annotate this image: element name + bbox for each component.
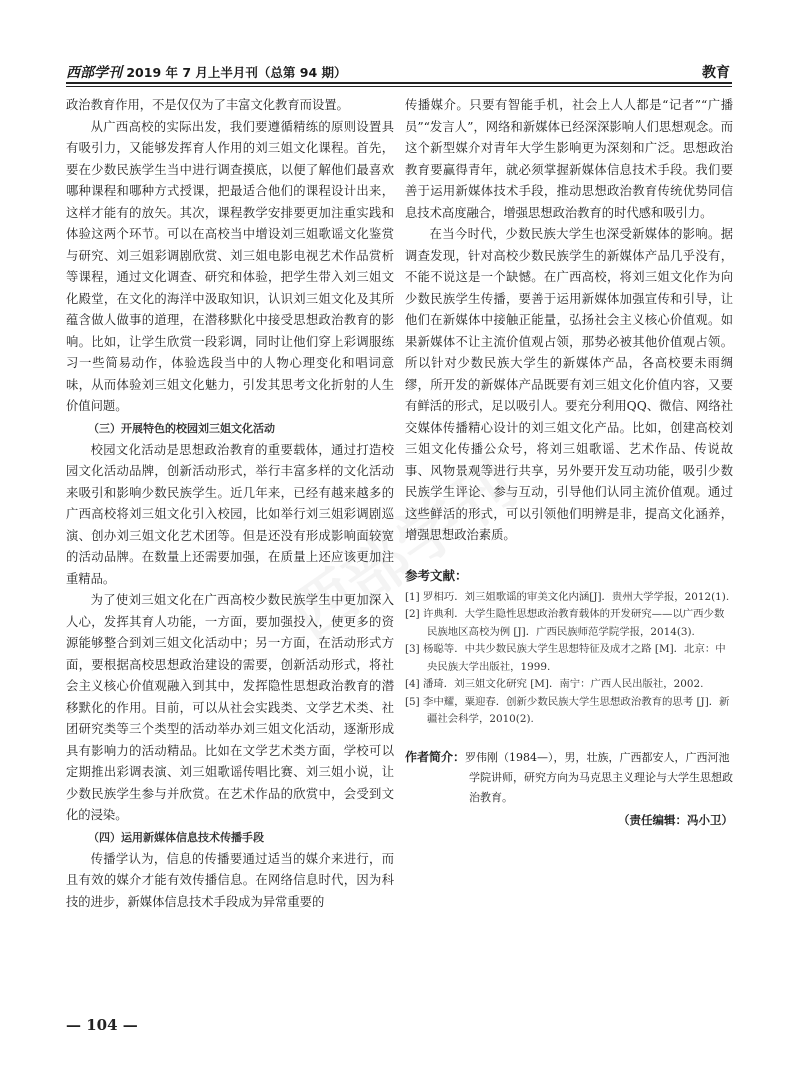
author-bio-label: 作者简介： [405,749,466,764]
journal-info [66,62,347,82]
author-bio [405,747,733,808]
paragraph: 政治教育作用，不是仅仅为了丰富文化教育而设置。 [66,98,349,112]
issue-label: 2019 年 7 月上半月刊（总第 94 期） [126,65,347,80]
page-number: — 104 — [66,1016,138,1034]
references-list [405,589,733,729]
paragraph: 传播媒介。只要有智能手机，社会上人人都是“记者”“广播员”“发言人”，网络和新媒体已经深深影响人们思想观念。而这个新型媒介对青年大学生影响更为深刻和广泛。思想政治教育要赢得青年，就必须掌握新媒体信息技术手段。我们要善于运用新媒体技术手段，推动思想政治教育传统优势同信息技术高度融合，增强思想政治教育的时代感和吸引力。 [405,98,733,220]
right-column [405,95,733,830]
paragraph: 校园文化活动是思想政治教育的重要载体，通过打造校园文化活动品牌，创新活动形式，举行丰富多样的文化活动来吸引和影响少数民族学生。近几年来，已经有越来越多的广西高校将刘三姐文化引入校园，比如举行刘三姐彩调剧巡演、创办刘三姐文化艺术团等。但是还没有形成影响面较宽的活动品牌。在数量上还需要加强，在质量上还应该更加注重精品。 [66,442,394,586]
paragraph: 从广西高校的实际出发，我们要遵循精练的原则设置具有吸引力，又能够发挥育人作用的刘三姐文化课程。首先，要在少数民族学生当中进行调查摸底，以便了解他们最喜欢哪种课程和哪种方式授课，把最适合他们的课程设计出来，这样才能有的放矢。其次，课程教学安排要更加注重实践和体验这两个环节。可以在高校当中增设刘三姐歌谣文化鉴赏与研究、刘三姐彩调剧欣赏、刘三姐电影电视艺术作品赏析等课程，通过文化调查、研究和体验，把学生带入刘三姐文化殿堂，在文化的海洋中汲取知识，认识刘三姐文化及其所蕴含做人做事的道理，在潜移默化中接受思想政治教育的影响。比如，让学生欣赏一段彩调，同时让他们穿上彩调服练习一些简易动作，体验选段当中的人物心理变化和唱词意味，从而体验刘三姐文化魅力，引发其思考文化折射的人生价值问题。 [66,119,394,413]
journal-logo: 西部学刊 [66,65,122,81]
reference-item: [3] 杨聪等．中共少数民族大学生思想特征及成才之路 [M]．北京：中央民族大学出版社，1999. [405,643,726,673]
section-label: 教育 [702,65,730,81]
header-rule-thin [66,86,732,87]
header-rule [66,82,732,84]
author-bio-text: 罗伟刚（1984—），男，壮族，广西都安人，广西河池学院讲师，研究方向为马克思主义理论与大学生思想政治教育。 [465,750,733,804]
paragraph: 传播学认为，信息的传播要通过适当的媒介来进行，而且有效的媒介才能有效传播信息。在网络信息时代，因为科技的进步，新媒体信息技术手段成为异常重要的 [66,851,394,909]
running-header [66,60,732,82]
reference-item: [2] 许典利．大学生隐性思想政治教育载体的开发研究——以广西少数民族地区高校为例 [J]．广西民族师范学院学报，2014(3). [405,608,725,638]
section-heading: （三）开展特色的校园刘三姐文化活动 [88,421,275,435]
reference-item: [4] 潘琦．刘三姐文化研究 [M]．南宁：广西人民出版社，2002. [405,678,704,690]
paragraph: 为了使刘三姐文化在广西高校少数民族学生中更加深入人心，发挥其育人功能，一方面，要加强投入，使更多的资源能够整合到刘三姐文化活动中；另一方面，在活动形式方面，要根据高校思想政治建设的需要，创新活动形式，将社会主义核心价值观融入到其中，发挥隐性思想政治教育的潜移默化的作用。目前，可以从社会实践类、文学艺术类、社团研究类等三个类型的活动举办刘三姐文化活动，逐渐形成具有影响力的活动精品。比如在文学艺术类方面，学校可以定期推出彩调表演、刘三姐歌谣传唱比赛、刘三姐小说，让少数民族学生参与并欣赏。在艺术作品的欣赏中，会受到文化的浸染。 [66,593,394,822]
paragraph: 在当今时代，少数民族大学生也深受新媒体的影响。据调查发现，针对高校少数民族学生的新媒体产品几乎没有，不能不说这是一个缺憾。在广西高校，将刘三姐文化作为向少数民族学生传播，要善于运用新媒体加强宣传和引导，让他们在新媒体中接触正能量，弘扬社会主义核心价值观。如果新媒体不让主流价值观占领，那势必被其他价值观占领。所以针对少数民族大学生的新媒体产品，各高校要未雨绸缪，所开发的新媒体产品既要有刘三姐文化价值内容，又要有鲜活的形式，足以吸引人。要充分利用QQ、微信、网络社交媒体传播精心设计的刘三姐文化产品。比如，创建高校刘三姐文化传播公众号，将刘三姐歌谣、艺术作品、传说故事、风物景观等进行共享，另外要开发互动功能，吸引少数民族学生评论、参与互动，引导他们认同主流价值观。通过这些鲜活的形式，可以引领他们明辨是非，提高文化涵养，增强思想政治素质。 [405,227,733,542]
section-heading: （四）运用新媒体信息技术传播手段 [88,830,264,844]
reference-item: [1] 罗相巧．刘三姐歌谣的审美文化内涵[J]．贵州大学学报，2012(1). [405,590,730,603]
reference-item: [5] 李中耀，粟迎春．创新少数民族大学生思想政治教育的思考 [J]．新疆社会科学，2010(2). [405,695,730,725]
left-column [66,95,394,913]
references-heading: 参考文献： [405,567,468,583]
editor-credit: （责任编辑：冯小卫） [618,812,733,827]
